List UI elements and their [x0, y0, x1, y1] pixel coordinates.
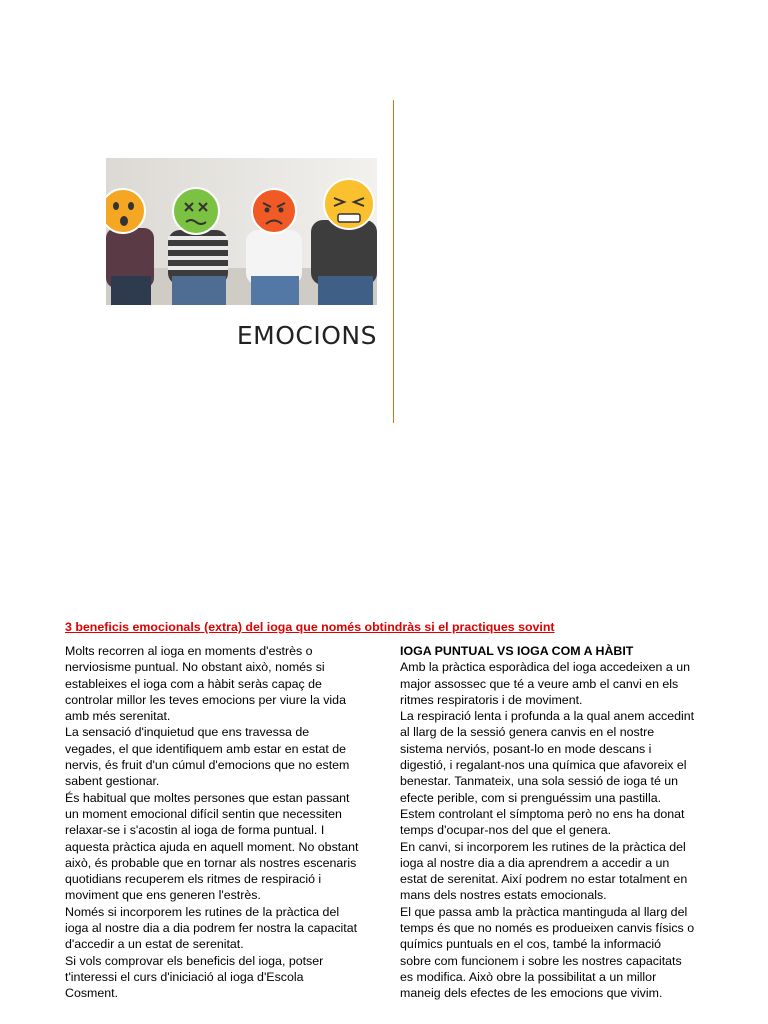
text-line: t'interessi el curs d'iniciació al ioga d'Escola [65, 969, 304, 984]
text-line: sistema nerviós, posant-lo en mode descans i [400, 741, 652, 756]
text-line: Amb la pràctica esporàdica del ioga accedeixen a un [400, 660, 690, 675]
text-line: Molts recorren al ioga en moments d'estrès o [65, 644, 313, 658]
cover-photo [106, 158, 377, 305]
text-line: relaxar-se i s'acostin al ioga de forma puntual. I [65, 823, 325, 838]
text-line: d'accedir a un estat de serenitat. [65, 937, 244, 952]
text-line: al llarg de la sessió genera canvis en el nostre [400, 725, 655, 740]
text-line: ioga al nostre dia a dia podrem fer nostra la capacitat [65, 921, 358, 936]
text-line: digestió, i regalant-nos una química que afavoreix el [400, 758, 687, 773]
text-line: aquesta pràctica ajuda en aquell moment. No obstant [65, 839, 359, 854]
text-line: un moment emocional difícil sentin que necessiten [65, 806, 342, 821]
text-line: moviment que ens generen l'estrès. [65, 888, 261, 903]
text-line: mans dels nostres estats emocionals. [400, 888, 607, 903]
text-line: efecte perible, com si prenguéssim una pastilla. [400, 790, 662, 805]
text-line: es modifica. Això obre la possibilitat a un millor [400, 969, 657, 984]
text-line: Cosment. [65, 986, 119, 1001]
text-line: químics puntuals en el cos, també la informació [400, 937, 662, 952]
text-line: controlar millor les teves emocions per viure la vida [65, 692, 346, 707]
text-line: vegades, el que identifiquem amb estar en estat de [65, 741, 347, 756]
article-headline: 3 beneficis emocionals (extra) del ioga que només obtindràs si el practiques sovint [65, 620, 555, 634]
text-line: En canvi, si incorporem les rutines de la pràctica del [400, 839, 686, 854]
text-line: quotidians recuperem els ritmes de respiració i [65, 872, 322, 887]
text-line: benestar. Tanmateix, una sola sessió de ioga té un [400, 774, 679, 789]
text-line: sabent gestionar. [65, 774, 160, 789]
text-line: Si vols comprovar els beneficis del ioga, potser [65, 953, 324, 968]
section-title: IOGA PUNTUAL VS IOGA COM A HÀBIT [400, 644, 634, 658]
right-column [400, 643, 694, 1002]
person-3 [246, 189, 302, 305]
cover-title: EMOCIONS [236, 321, 377, 350]
text-line: temps d'ocupar-nos del que el genera. [400, 823, 612, 838]
text-line: La respiració lenta i profunda a la qual anem accedint [400, 709, 695, 724]
text-line: temps és que no només es produeixen canvis físics o [400, 921, 695, 936]
vertical-divider [393, 100, 394, 423]
text-line: El que passa amb la pràctica mantinguda al llarg del [400, 904, 688, 919]
text-line: sobre com funcionem i sobre les nostres capacitats [400, 953, 682, 968]
text-line: estableixes el ioga com a hàbit seràs capaç de [65, 676, 322, 691]
text-line: ritmes respiratoris i de moviment. [400, 692, 583, 707]
text-line: És habitual que moltes persones que estan passant [65, 790, 350, 805]
text-line: nerviosisme puntual. No obstant això, només si [65, 660, 325, 675]
text-line: La sensació d'inquietud que ens travessa de [65, 725, 310, 740]
person-2 [168, 188, 228, 305]
left-column [65, 643, 358, 1002]
text-line: maneig dels efectes de les emocions que vivim. [400, 986, 663, 1001]
text-line: això, és probable que en tornar als nostres escenaris [65, 855, 357, 870]
text-line: amb més serenitat. [65, 709, 171, 724]
text-line: Només si incorporem les rutines de la pràctica del [65, 904, 340, 919]
text-line: nervis, és fruit d'un cúmul d'emocions que no estem [65, 758, 350, 773]
text-line: Estem controlant el símptoma però no ens ha donat [400, 806, 685, 821]
text-line: ioga al nostre dia a dia aprendrem a accedir a un [400, 855, 670, 870]
text-line: major assossec que té a veure amb el canvi en els [400, 676, 679, 691]
text-line: estat de serenitat. Així podrem no estar totalment en [400, 872, 688, 887]
